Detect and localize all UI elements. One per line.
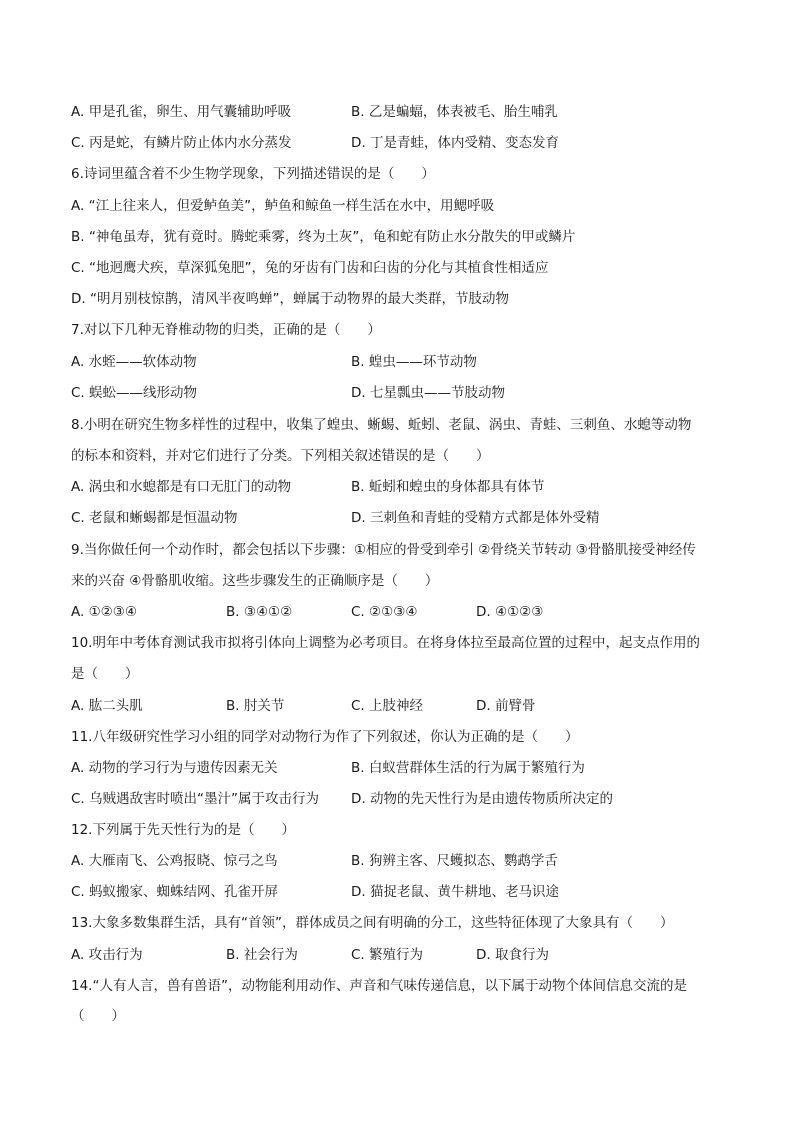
answer-option: A. 肱二头肌 xyxy=(71,698,143,714)
question-line: 6.诗词里蕴含着不少生物学现象，下列描述错误的是（ ） xyxy=(71,166,435,182)
answer-option: D. 丁是青蛙，体内受精、变态发育 xyxy=(351,135,559,151)
question-line: 14.“人有人言，兽有兽语”，动物能利用动作、声音和气味传递信息，以下属于动物个体间信息交流的是 xyxy=(71,978,687,994)
question-line: C. “地迥鹰犬疾，草深狐兔肥”，兔的牙齿有门齿和臼齿的分化与其植食性相适应 xyxy=(71,260,549,276)
option-row xyxy=(71,477,754,497)
option-row xyxy=(71,758,754,778)
option-row xyxy=(71,133,754,153)
answer-option: A. 攻击行为 xyxy=(71,947,143,963)
answer-option: D. 猫捉老鼠、黄牛耕地、老马识途 xyxy=(351,884,559,900)
answer-option: A. 大雁南飞、公鸡报晓、惊弓之鸟 xyxy=(71,853,278,869)
answer-option: A. 甲是孔雀，卵生、用气囊辅助呼吸 xyxy=(71,104,292,120)
question-line: （ ） xyxy=(71,1008,125,1024)
option-row xyxy=(71,945,754,965)
option-row xyxy=(71,696,754,716)
answer-option: D. 前臂骨 xyxy=(476,698,536,714)
answer-option: B. 肘关节 xyxy=(226,698,285,714)
question-line: D. “明月别枝惊鹊，清风半夜鸣蝉”，蝉属于动物界的最大类群，节肢动物 xyxy=(71,291,509,307)
question-line: 9.当你做任何一个动作时，都会包括以下步骤：①相应的骨受到牵引 ②骨绕关节转动 ③骨骼肌接受神经传 xyxy=(71,542,696,558)
question-line: 的标本和资料，并对它们进行了分类。下列相关叙述错误的是（ ） xyxy=(71,448,490,464)
question-line: 12.下列属于先天性行为的是（ ） xyxy=(71,822,295,838)
question-line: 11.八年级研究性学习小组的同学对动物行为作了下列叙述，你认为正确的是（ ） xyxy=(71,729,579,745)
option-row xyxy=(71,102,754,122)
answer-option: D. 七星瓢虫——节肢动物 xyxy=(351,385,505,401)
question-line: 7.对以下几种无脊椎动物的归类，正确的是（ ） xyxy=(71,322,381,338)
option-row xyxy=(71,352,754,372)
question-line: 13.大象多数集群生活，具有“首领”，群体成员之间有明确的分工，这些特征体现了大象具有（ ） xyxy=(71,915,674,931)
question-line: 8.小明在研究生物多样性的过程中，收集了蝗虫、蜥蜴、蚯蚓、老鼠、涡虫、青蛙、三刺鱼、水螅等动物 xyxy=(71,417,692,433)
question-line: A. “江上往来人，但爱鲈鱼美”，鲈鱼和鲸鱼一样生活在水中，用鳃呼吸 xyxy=(71,198,495,214)
answer-option: C. 蚂蚁搬家、蜘蛛结网、孔雀开屏 xyxy=(71,884,279,900)
answer-option: A. 水蛭——软体动物 xyxy=(71,354,197,370)
answer-option: C. 丙是蛇，有鳞片防止体内水分蒸发 xyxy=(71,135,292,151)
answer-option: B. 蚯蚓和蝗虫的身体都具有体节 xyxy=(351,479,545,495)
answer-option: D. 动物的先天性行为是由遗传物质所决定的 xyxy=(351,791,613,807)
answer-option: B. 蝗虫——环节动物 xyxy=(351,354,477,370)
answer-option: B. 狗辨主客、尺蠖拟态、鹦鹉学舌 xyxy=(351,853,558,869)
answer-option: C. 老鼠和蜥蜴都是恒温动物 xyxy=(71,510,238,526)
answer-option: B. 白蚁营群体生活的行为属于繁殖行为 xyxy=(351,760,585,776)
option-row xyxy=(71,383,754,403)
question-line: 来的兴奋 ④骨骼肌收缩。这些步骤发生的正确顺序是（ ） xyxy=(71,573,439,589)
option-row xyxy=(71,789,754,809)
answer-option: C. 乌贼遇敌害时喷出“墨汁”属于攻击行为 xyxy=(71,791,319,807)
question-line: 是（ ） xyxy=(71,666,139,682)
answer-option: D. 三刺鱼和青蛙的受精方式都是体外受精 xyxy=(351,510,600,526)
answer-option: C. 上肢神经 xyxy=(351,698,424,714)
option-row xyxy=(71,602,754,622)
answer-option: C. ②①③④ xyxy=(351,604,418,620)
answer-option: B. 乙是蝙蝠，体表被毛、胎生哺乳 xyxy=(351,104,558,120)
answer-option: C. 蜈蚣——线形动物 xyxy=(71,385,198,401)
answer-option: B. 社会行为 xyxy=(226,947,298,963)
option-row xyxy=(71,508,754,528)
answer-option: A. 动物的学习行为与遗传因素无关 xyxy=(71,760,278,776)
question-line: B. “神龟虽寿，犹有竟时。腾蛇乘雾，终为土灰”，龟和蛇有防止水分散失的甲或鳞片 xyxy=(71,229,576,245)
answer-option: A. ①②③④ xyxy=(71,604,137,620)
question-line: 10.明年中考体育测试我市拟将引体向上调整为必考项目。在将身体拉至最高位置的过程中，起支点作用的 xyxy=(71,635,700,651)
answer-option: B. ③④①② xyxy=(226,604,293,620)
answer-option: D. 取食行为 xyxy=(476,947,549,963)
answer-option: A. 涡虫和水螅都是有口无肛门的动物 xyxy=(71,479,292,495)
option-row xyxy=(71,882,754,902)
answer-option: D. ④①②③ xyxy=(476,604,544,620)
answer-option: C. 繁殖行为 xyxy=(351,947,424,963)
option-row xyxy=(71,851,754,871)
